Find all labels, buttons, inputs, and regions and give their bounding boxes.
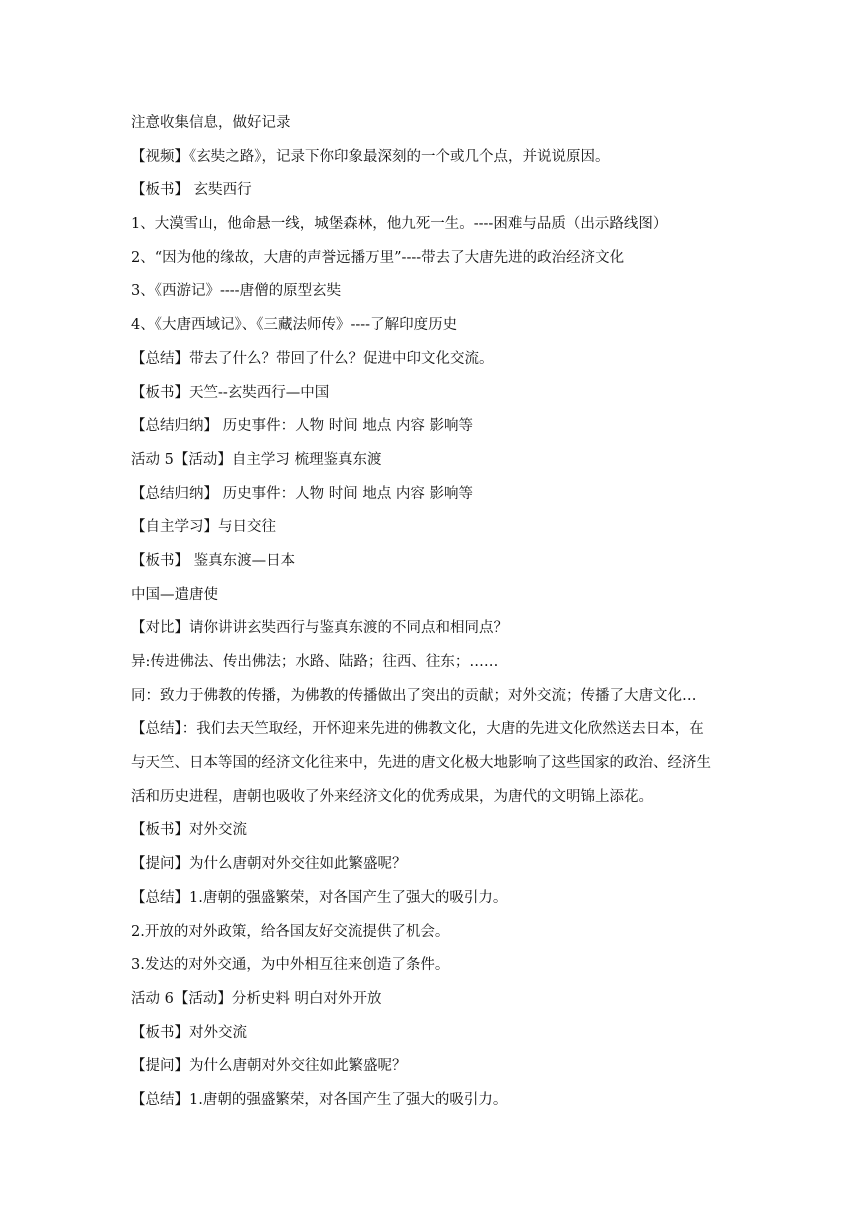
text-line: 1、大漠雪山，他命悬一线，城堡森林，他九死一生。----困难与品质（出示路线图） bbox=[131, 216, 668, 233]
text-line: 【板书】对外交流 bbox=[131, 1024, 247, 1041]
text-line: 【总结归纳】 历史事件：人物 时间 地点 内容 影响等 bbox=[131, 418, 474, 435]
text-line: 【对比】请你讲讲玄奘西行与鉴真东渡的不同点和相同点？ bbox=[131, 620, 508, 637]
text-line: 与天竺、日本等国的经济文化往来中，先进的唐文化极大地影响了这些国家的政治、经济生 bbox=[131, 755, 711, 772]
text-line: 【视频】《玄奘之路》，记录下你印象最深刻的一个或几个点，并说说原因。 bbox=[131, 148, 610, 165]
text-line: 【提问】为什么唐朝对外交往如此繁盛呢？ bbox=[131, 1058, 407, 1075]
text-line: 异:传进佛法、传出佛法；水路、陆路；往西、往东；…… bbox=[131, 654, 499, 670]
text-line: 【板书】对外交流 bbox=[131, 822, 247, 839]
text-line: 【自主学习】与日交往 bbox=[131, 519, 276, 536]
text-line: 同：致力于佛教的传播，为佛教的传播做出了突出的贡献；对外交流；传播了大唐文化… bbox=[131, 687, 697, 704]
text-line: 【总结】：我们去天竺取经，开怀迎来先进的佛教文化，大唐的先进文化欣然送去日本，在 bbox=[131, 721, 704, 738]
text-line: 【板书】天竺--玄奘西行—中国 bbox=[131, 384, 330, 401]
text-line: 【板书】 玄奘西行 bbox=[131, 182, 252, 199]
text-line: 中国—遣唐使 bbox=[131, 586, 218, 603]
text-line: 活动 6【活动】分析史料 明白对外开放 bbox=[131, 990, 382, 1007]
document-body bbox=[131, 107, 743, 1118]
text-line: 【总结归纳】 历史事件：人物 时间 地点 内容 影响等 bbox=[131, 485, 474, 502]
text-line: 【提问】为什么唐朝对外交往如此繁盛呢？ bbox=[131, 856, 407, 873]
text-line: 3.发达的对外交通，为中外相互往来创造了条件。 bbox=[131, 957, 450, 974]
text-line: 【总结】1.唐朝的强盛繁荣，对各国产生了强大的吸引力。 bbox=[131, 889, 508, 906]
text-line: 【总结】带去了什么？带回了什么？促进中印文化交流。 bbox=[131, 350, 494, 367]
text-line: 2.开放的对外政策，给各国友好交流提供了机会。 bbox=[131, 923, 450, 940]
text-line: 【板书】 鉴真东渡—日本 bbox=[131, 552, 296, 569]
text-line: 活动 5【活动】自主学习 梳理鉴真东渡 bbox=[131, 451, 382, 468]
text-line: 活和历史进程，唐朝也吸收了外来经济文化的优秀成果，为唐代的文明锦上添花。 bbox=[131, 788, 653, 805]
text-line: 注意收集信息，做好记录 bbox=[131, 115, 291, 131]
text-line: 【总结】1.唐朝的强盛繁荣，对各国产生了强大的吸引力。 bbox=[131, 1091, 508, 1108]
text-line: 2、“因为他的缘故，大唐的声誉远播万里”----带去了大唐先进的政治经济文化 bbox=[131, 249, 625, 266]
text-line: 3、《西游记》----唐僧的原型玄奘 bbox=[131, 283, 342, 300]
text-line: 4、《大唐西域记》、《三藏法师传》----了解印度历史 bbox=[131, 317, 458, 334]
